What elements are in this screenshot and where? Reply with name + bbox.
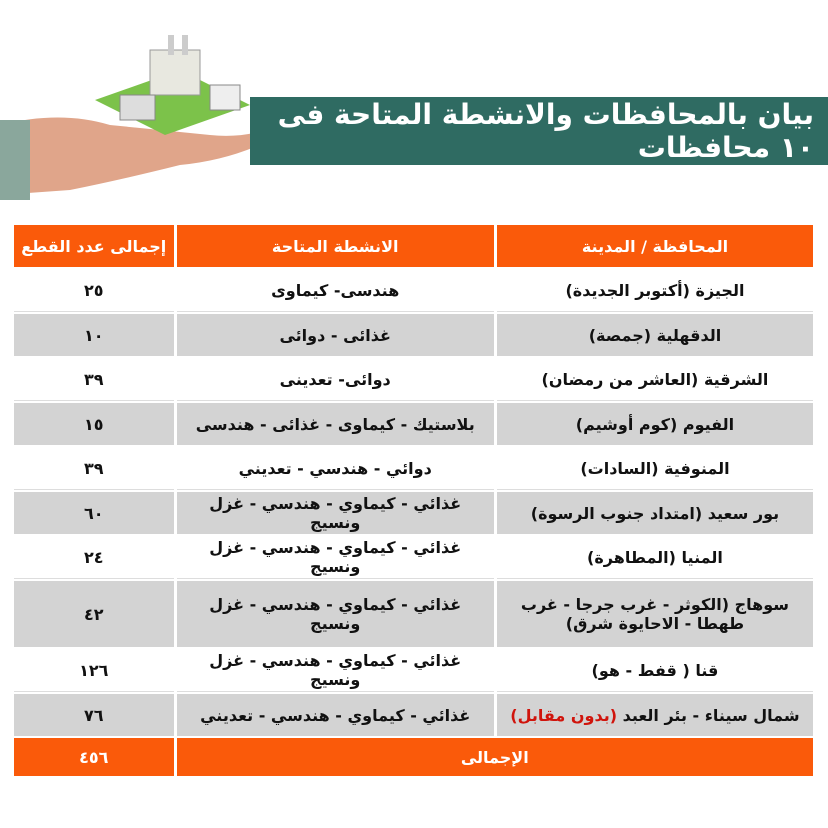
table-row: [14, 358, 813, 401]
hand-holding-factory-illustration: [0, 30, 280, 200]
grand-total: ٤٥٦: [14, 738, 174, 776]
header-activities: الانشطة المتاحة: [177, 225, 494, 267]
activities-cell: هندسى- كيماوى: [177, 269, 494, 312]
city-cell: الشرقية (العاشر من رمضان): [497, 358, 813, 401]
header-total: إجمالى عدد القطع: [14, 225, 174, 267]
total-cell: ١٠: [14, 314, 174, 356]
header-city: المحافظة / المدينة: [497, 225, 813, 267]
total-cell: ١٢٦: [14, 649, 174, 692]
table-row: [14, 536, 813, 579]
city-cell: المنوفية (السادات): [497, 447, 813, 490]
city-cell: الفيوم (كوم أوشيم): [497, 403, 813, 445]
city-cell: قنا ( قفط - هو): [497, 649, 813, 692]
activities-cell: بلاستيك - كيماوى - غذائى - هندسى: [177, 403, 494, 445]
table-row: [14, 269, 813, 312]
table-row: [14, 403, 813, 445]
total-cell: ١٥: [14, 403, 174, 445]
table-row: [14, 649, 813, 692]
table-row: [14, 581, 813, 647]
table-row: [14, 492, 813, 534]
page-title: بيان بالمحافظات والانشطة المتاحة فى ١٠ محافظات: [250, 97, 828, 165]
city-cell: شمال سيناء - بئر العبد (بدون مقابل): [497, 694, 813, 736]
total-label: الإجمالى: [177, 738, 814, 776]
activities-cell: غذائى - دوائى: [177, 314, 494, 356]
city-cell: المنيا (المطاهرة): [497, 536, 813, 579]
city-cell: سوهاج (الكوثر - غرب جرجا - غرب طهطا - الاحايوة شرق): [497, 581, 813, 647]
total-cell: ٣٩: [14, 447, 174, 490]
city-cell: الدقهلية (جمصة): [497, 314, 813, 356]
activities-cell: غذائي - كيماوي - هندسي - تعديني: [177, 694, 494, 736]
total-cell: ٤٢: [14, 581, 174, 647]
city-cell: بور سعيد (امتداد جنوب الرسوة): [497, 492, 813, 534]
city-cell: الجيزة (أكتوبر الجديدة): [497, 269, 813, 312]
activities-cell: غذائي - كيماوي - هندسي - غزل ونسيج: [177, 536, 494, 579]
total-cell: ٧٦: [14, 694, 174, 736]
activities-cell: دوائي - هندسي - تعديني: [177, 447, 494, 490]
note: (بدون مقابل): [510, 705, 618, 725]
activities-cell: غذائي - كيماوي - هندسي - غزل ونسيج: [177, 492, 494, 534]
table-row: [14, 447, 813, 490]
table-row: [14, 694, 813, 736]
total-row: [14, 738, 813, 776]
total-cell: ٢٤: [14, 536, 174, 579]
activities-cell: غذائي - كيماوي - هندسي - غزل ونسيج: [177, 649, 494, 692]
activities-cell: دوائى- تعدينى: [177, 358, 494, 401]
total-cell: ٣٩: [14, 358, 174, 401]
total-cell: ٦٠: [14, 492, 174, 534]
activities-cell: غذائي - كيماوي - هندسي - غزل ونسيج: [177, 581, 494, 647]
total-cell: ٢٥: [14, 269, 174, 312]
governorates-table: [11, 223, 816, 778]
table-row: [14, 314, 813, 356]
